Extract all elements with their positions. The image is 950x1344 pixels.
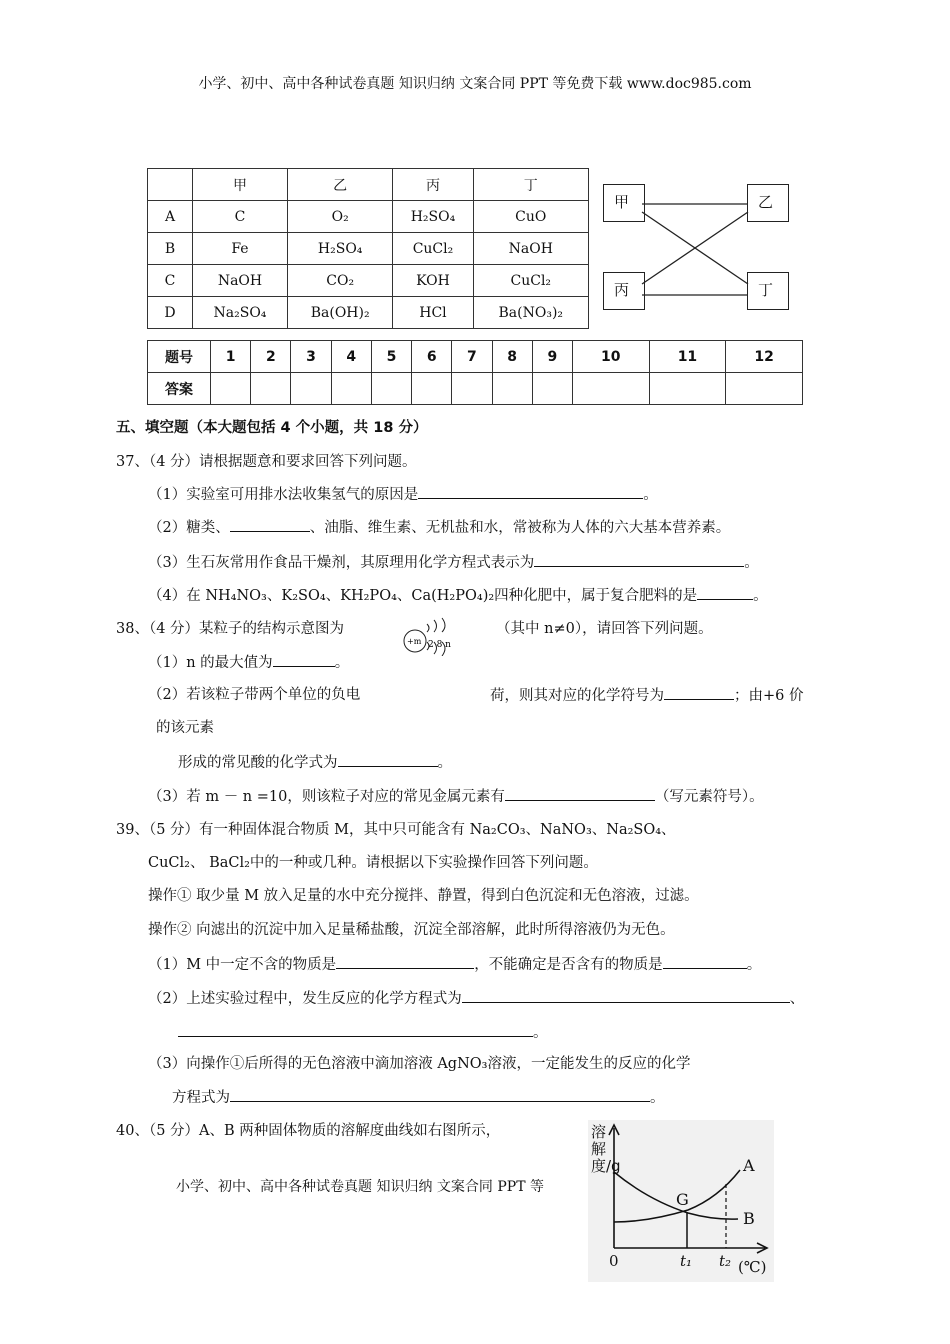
- table-row: [148, 265, 589, 297]
- q38-part2: [148, 685, 360, 705]
- answer-cell[interactable]: [452, 373, 492, 405]
- q39-part2: [148, 988, 804, 1009]
- table-cell: Ba(OH)₂: [287, 297, 392, 329]
- table-cell: Ba(NO₃)₂: [473, 297, 588, 329]
- text: 荷，则其对应的化学符号为: [490, 688, 664, 704]
- table-row: [148, 201, 589, 233]
- q39-part2-line2: [178, 1022, 548, 1043]
- answer-blank[interactable]: [230, 1087, 650, 1102]
- q38-part2d: 的该元素: [156, 720, 214, 736]
- curve-b-label: B: [743, 1209, 755, 1228]
- question-number: 9: [532, 341, 572, 373]
- table-row: [148, 373, 803, 405]
- table-cell: Na₂SO₄: [193, 297, 288, 329]
- answer-cell[interactable]: [251, 373, 291, 405]
- text: （3）若 m － n =10，则该粒子对应的常见金属元素有: [148, 789, 505, 805]
- answer-blank[interactable]: [663, 954, 747, 969]
- question-number: 3: [291, 341, 331, 373]
- text: ；由+6 价: [734, 688, 804, 704]
- answer-blank[interactable]: [230, 517, 310, 532]
- table-cell: B: [148, 233, 193, 265]
- question-number: 2: [251, 341, 291, 373]
- answer-cell[interactable]: [291, 373, 331, 405]
- answer-blank[interactable]: [697, 585, 753, 600]
- q37-part4: [148, 585, 768, 606]
- table-row: [148, 341, 803, 373]
- text: 形成的常见酸的化学式为: [178, 755, 338, 771]
- table-cell: H₂SO₄: [393, 201, 473, 233]
- text: 。: [533, 1025, 548, 1041]
- text: 、: [789, 991, 805, 1007]
- answer-cell[interactable]: [412, 373, 452, 405]
- answer-blank[interactable]: [338, 752, 438, 767]
- text: 。: [753, 588, 768, 604]
- question-number: 5: [371, 341, 411, 373]
- table-header: 甲: [193, 169, 288, 201]
- answer-cell[interactable]: [649, 373, 726, 405]
- q37-part3: [148, 552, 759, 573]
- answer-table: [147, 340, 803, 405]
- text: （1）M 中一定不含的物质是: [148, 957, 337, 973]
- text: （1）n 的最大值为: [148, 655, 273, 671]
- text: 。: [643, 487, 658, 503]
- x-axis-label: (℃): [738, 1258, 767, 1276]
- q39-part3b: [172, 1087, 665, 1108]
- text: 方程式为: [172, 1090, 230, 1106]
- table-row: [148, 233, 589, 265]
- nucleus-label: +m: [407, 637, 422, 646]
- page-header: 小学、初中、高中各种试卷真题 知识归纳 文案合同 PPT 等免费下载 www.doc985.com: [198, 76, 752, 92]
- table-header: 丁: [473, 169, 588, 201]
- question-number: 6: [412, 341, 452, 373]
- q37-stem: 37、（4 分）请根据题意和要求回答下列问题。: [116, 454, 417, 470]
- answer-cell[interactable]: [331, 373, 371, 405]
- table-cell: C: [193, 201, 288, 233]
- answer-cell[interactable]: [726, 373, 803, 405]
- table-cell: CuCl₂: [393, 233, 473, 265]
- question-number: 7: [452, 341, 492, 373]
- table-header: 乙: [287, 169, 392, 201]
- answer-cell[interactable]: [371, 373, 411, 405]
- q39-stem: 39、（5 分）有一种固体混合物质 M，其中只可能含有 Na₂CO₃、NaNO₃、Na₂SO₄、: [116, 822, 676, 838]
- q38-part2e: [178, 752, 452, 773]
- q39-stem2: CuCl₂、 BaCl₂中的一种或几种。请根据以下实验操作回答下列问题。: [148, 855, 598, 871]
- question-number: 10: [572, 341, 649, 373]
- origin-label: 0: [609, 1252, 619, 1270]
- shell-labels: 2 8 n: [428, 640, 451, 650]
- q39-part3: （3）向操作①后所得的无色溶液中滴加溶液 AgNO₃溶液，一定能发生的反应的化学: [148, 1056, 691, 1072]
- reagent-table: [147, 168, 589, 329]
- diagram-node: 丙: [603, 272, 645, 310]
- intersection-label: G: [676, 1190, 689, 1209]
- q39-op1: 操作① 取少量 M 放入足量的水中充分搅拌、静置，得到白色沉淀和无色溶液，过滤。: [148, 888, 699, 904]
- table-cell: D: [148, 297, 193, 329]
- row-label: 题号: [148, 341, 211, 373]
- table-header: [148, 169, 193, 201]
- table-cell: CO₂: [287, 265, 392, 297]
- text: 。: [650, 1090, 665, 1106]
- q39-part1: [148, 954, 761, 975]
- text: ，不能确定是否含有的物质是: [474, 957, 663, 973]
- q38-stem: 38、（4 分）某粒子的结构示意图为: [116, 621, 345, 637]
- text: 。: [334, 655, 350, 671]
- q38-part2b: [490, 685, 803, 706]
- text: 。: [744, 555, 759, 571]
- table-cell: CuCl₂: [473, 265, 588, 297]
- question-number: 4: [331, 341, 371, 373]
- answer-cell[interactable]: [211, 373, 251, 405]
- table-cell: NaOH: [193, 265, 288, 297]
- question-number: 1: [211, 341, 251, 373]
- text: （4）在 NH₄NO₃、K₂SO₄、KH₂PO₄、Ca(H₂PO₄)₂四种化肥中，属于复合肥料的是: [148, 588, 698, 604]
- diagram-node: 乙: [747, 184, 789, 222]
- table-cell: Fe: [193, 233, 288, 265]
- text: （2）若该粒子带两个单位的负电: [148, 687, 361, 703]
- text: 。: [746, 957, 762, 973]
- question-number: 8: [492, 341, 532, 373]
- answer-blank[interactable]: [664, 685, 734, 700]
- table-cell: KOH: [393, 265, 473, 297]
- answer-blank[interactable]: [534, 552, 744, 567]
- q39-op2: 操作② 向滤出的沉淀中加入足量稀盐酸，沉淀全部溶解，此时所得溶液仍为无色。: [148, 922, 675, 938]
- table-cell: O₂: [287, 201, 392, 233]
- text: 、油脂、维生素、无机盐和水，常被称为人体的六大基本营养素。: [309, 520, 731, 536]
- question-number: 12: [726, 341, 803, 373]
- y-axis-label: 溶解度/g: [591, 1123, 621, 1175]
- table-row: [148, 169, 589, 201]
- t2-label: t₂: [719, 1252, 732, 1270]
- table-cell: C: [148, 265, 193, 297]
- table-cell: A: [148, 201, 193, 233]
- row-label: 答案: [148, 373, 211, 405]
- answer-blank[interactable]: [336, 954, 474, 969]
- q38-stem-end: （其中 n≠0），请回答下列问题。: [496, 621, 713, 637]
- text: （1）实验室可用排水法收集氢气的原因是: [148, 487, 419, 503]
- table-cell: NaOH: [473, 233, 588, 265]
- table-cell: HCl: [393, 297, 473, 329]
- text: （写元素符号）。: [654, 789, 764, 805]
- diagram-node: 甲: [603, 184, 645, 222]
- q40-stem: 40、（5 分）A、B 两种固体物质的溶解度曲线如右图所示，: [116, 1123, 501, 1139]
- curve-a-label: A: [743, 1156, 755, 1175]
- answer-cell[interactable]: [492, 373, 532, 405]
- answer-blank[interactable]: [418, 484, 643, 499]
- question-number: 11: [649, 341, 726, 373]
- q37-part2: [148, 517, 730, 538]
- table-cell: CuO: [473, 201, 588, 233]
- solubility-graph: [588, 1120, 774, 1282]
- text: （3）生石灰常用作食品干燥剂，其原理用化学方程式表示为: [148, 555, 535, 571]
- q38-part3: [148, 786, 764, 807]
- answer-blank[interactable]: [462, 988, 790, 1003]
- diagram-node: 丁: [747, 272, 789, 310]
- text: 。: [437, 755, 452, 771]
- text: （2）糖类、: [148, 520, 230, 536]
- answer-cell[interactable]: [572, 373, 649, 405]
- table-cell: H₂SO₄: [287, 233, 392, 265]
- answer-blank[interactable]: [273, 652, 335, 667]
- page-footer: 小学、初中、高中各种试卷真题 知识归纳 文案合同 PPT 等: [176, 1179, 544, 1195]
- table-header: 丙: [393, 169, 473, 201]
- table-row: [148, 297, 589, 329]
- q38-part1: [148, 652, 349, 673]
- text: （2）上述实验过程中，发生反应的化学方程式为: [148, 991, 462, 1007]
- t1-label: t₁: [680, 1252, 693, 1270]
- q37-part1: [148, 484, 658, 505]
- section-title: 五、填空题（本大题包括 4 个小题，共 18 分）: [116, 420, 428, 436]
- answer-blank[interactable]: [505, 786, 655, 801]
- answer-cell[interactable]: [532, 373, 572, 405]
- answer-blank[interactable]: [178, 1022, 533, 1037]
